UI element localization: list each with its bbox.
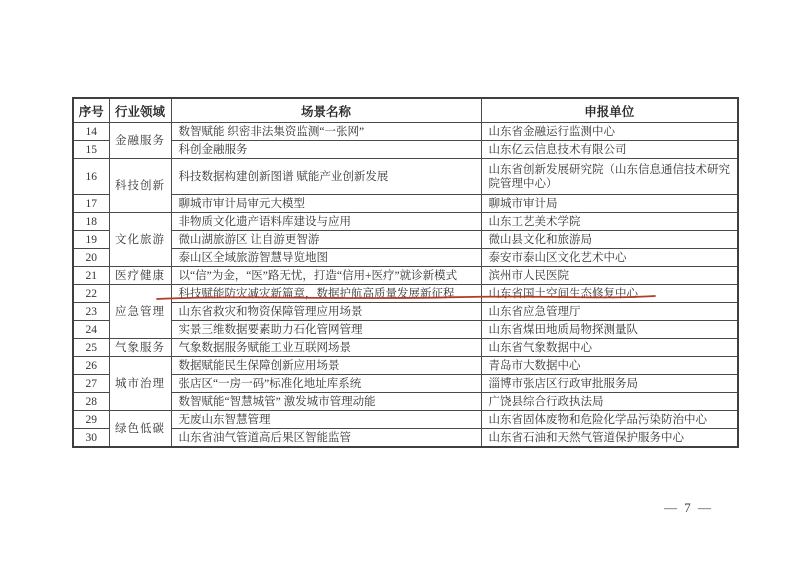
industry-cell: 金融服务 xyxy=(109,123,171,159)
scene-cell: 数智赋能 织密非法集资监测“一张网” xyxy=(171,123,481,141)
scene-cell: 科技赋能防灾减灾新篇章，数据护航高质量发展新征程 xyxy=(171,285,481,303)
table-row xyxy=(73,141,738,159)
serial-cell: 19 xyxy=(73,231,109,249)
table-row xyxy=(73,249,738,267)
industry-cell: 科技创新 xyxy=(109,159,171,213)
scene-cell: 气象数据服务赋能工业互联网场景 xyxy=(171,339,481,357)
table-row xyxy=(73,231,738,249)
serial-cell: 28 xyxy=(73,393,109,411)
header-industry: 行业领域 xyxy=(109,98,171,123)
scene-cell: 科技数据构建创新图谱 赋能产业创新发展 xyxy=(171,159,481,195)
scene-list-table xyxy=(72,97,739,448)
serial-cell: 27 xyxy=(73,375,109,393)
unit-cell: 青岛市大数据中心 xyxy=(481,357,738,375)
scene-cell: 山东省救灾和物资保障管理应用场景 xyxy=(171,303,481,321)
header-scene: 场景名称 xyxy=(171,98,481,123)
scene-cell: 科创金融服务 xyxy=(171,141,481,159)
industry-cell: 气象服务 xyxy=(109,339,171,357)
unit-cell: 山东省应急管理厅 xyxy=(481,303,738,321)
scene-cell: 无废山东智慧管理 xyxy=(171,411,481,429)
page-number: — 7 — xyxy=(664,500,713,515)
serial-cell: 29 xyxy=(73,411,109,429)
unit-cell: 山东省国土空间生态修复中心 xyxy=(481,285,738,303)
unit-cell: 泰安市泰山区文化艺术中心 xyxy=(481,249,738,267)
scene-cell: 以“信”为金，“医”路无忧，打造“信用+医疗”就诊新模式 xyxy=(171,267,481,285)
table-row xyxy=(73,321,738,339)
serial-cell: 14 xyxy=(73,123,109,141)
unit-cell: 山东省金融运行监测中心 xyxy=(481,123,738,141)
unit-cell: 山东省创新发展研究院（山东信息通信技术研究院管理中心） xyxy=(481,159,738,195)
unit-cell: 微山县文化和旅游局 xyxy=(481,231,738,249)
table-row xyxy=(73,429,738,448)
scene-cell: 非物质文化遗产语料库建设与应用 xyxy=(171,213,481,231)
header-unit: 申报单位 xyxy=(481,98,738,123)
unit-cell: 聊城市审计局 xyxy=(481,195,738,213)
industry-cell: 应急管理 xyxy=(109,285,171,339)
serial-cell: 23 xyxy=(73,303,109,321)
table-row xyxy=(73,213,738,231)
unit-cell: 山东省石油和天然气管道保护服务中心 xyxy=(481,429,738,448)
unit-cell: 山东亿云信息技术有限公司 xyxy=(481,141,738,159)
unit-cell: 淄博市张店区行政审批服务局 xyxy=(481,375,738,393)
scene-cell: 泰山区全域旅游智慧导览地图 xyxy=(171,249,481,267)
table-row xyxy=(73,285,738,303)
scene-cell: 聊城市审计局审元大模型 xyxy=(171,195,481,213)
header-serial: 序号 xyxy=(73,98,109,123)
scene-cell: 微山湖旅游区 让自游更智游 xyxy=(171,231,481,249)
serial-cell: 18 xyxy=(73,213,109,231)
serial-cell: 26 xyxy=(73,357,109,375)
unit-cell: 山东省气象数据中心 xyxy=(481,339,738,357)
table-header-row xyxy=(73,98,738,123)
scene-cell: 数智赋能“智慧城管” 激发城市管理动能 xyxy=(171,393,481,411)
table-row xyxy=(73,123,738,141)
table-row xyxy=(73,339,738,357)
industry-cell: 绿色低碳 xyxy=(109,411,171,448)
serial-cell: 30 xyxy=(73,429,109,448)
table-row xyxy=(73,303,738,321)
table-row xyxy=(73,357,738,375)
scene-cell: 数据赋能民生保障创新应用场景 xyxy=(171,357,481,375)
serial-cell: 15 xyxy=(73,141,109,159)
industry-cell: 城市治理 xyxy=(109,357,171,411)
table-row xyxy=(73,267,738,285)
serial-cell: 20 xyxy=(73,249,109,267)
table-row xyxy=(73,195,738,213)
serial-cell: 16 xyxy=(73,159,109,195)
unit-cell: 滨州市人民医院 xyxy=(481,267,738,285)
serial-cell: 22 xyxy=(73,285,109,303)
scene-cell: 实景三维数据要素助力石化管网管理 xyxy=(171,321,481,339)
table-row xyxy=(73,393,738,411)
serial-cell: 25 xyxy=(73,339,109,357)
serial-cell: 24 xyxy=(73,321,109,339)
industry-cell: 文化旅游 xyxy=(109,213,171,267)
table-row xyxy=(73,159,738,195)
unit-cell: 广饶县综合行政执法局 xyxy=(481,393,738,411)
unit-cell: 山东省煤田地质局物探测量队 xyxy=(481,321,738,339)
unit-cell: 山东工艺美术学院 xyxy=(481,213,738,231)
table-header xyxy=(73,98,738,123)
industry-cell: 医疗健康 xyxy=(109,267,171,285)
serial-cell: 17 xyxy=(73,195,109,213)
table-row xyxy=(73,375,738,393)
serial-cell: 21 xyxy=(73,267,109,285)
scene-cell: 山东省油气管道高后果区智能监管 xyxy=(171,429,481,448)
table-row xyxy=(73,411,738,429)
scene-cell: 张店区“一房一码”标准化地址库系统 xyxy=(171,375,481,393)
table-body xyxy=(73,123,738,448)
unit-cell: 山东省固体废物和危险化学品污染防治中心 xyxy=(481,411,738,429)
